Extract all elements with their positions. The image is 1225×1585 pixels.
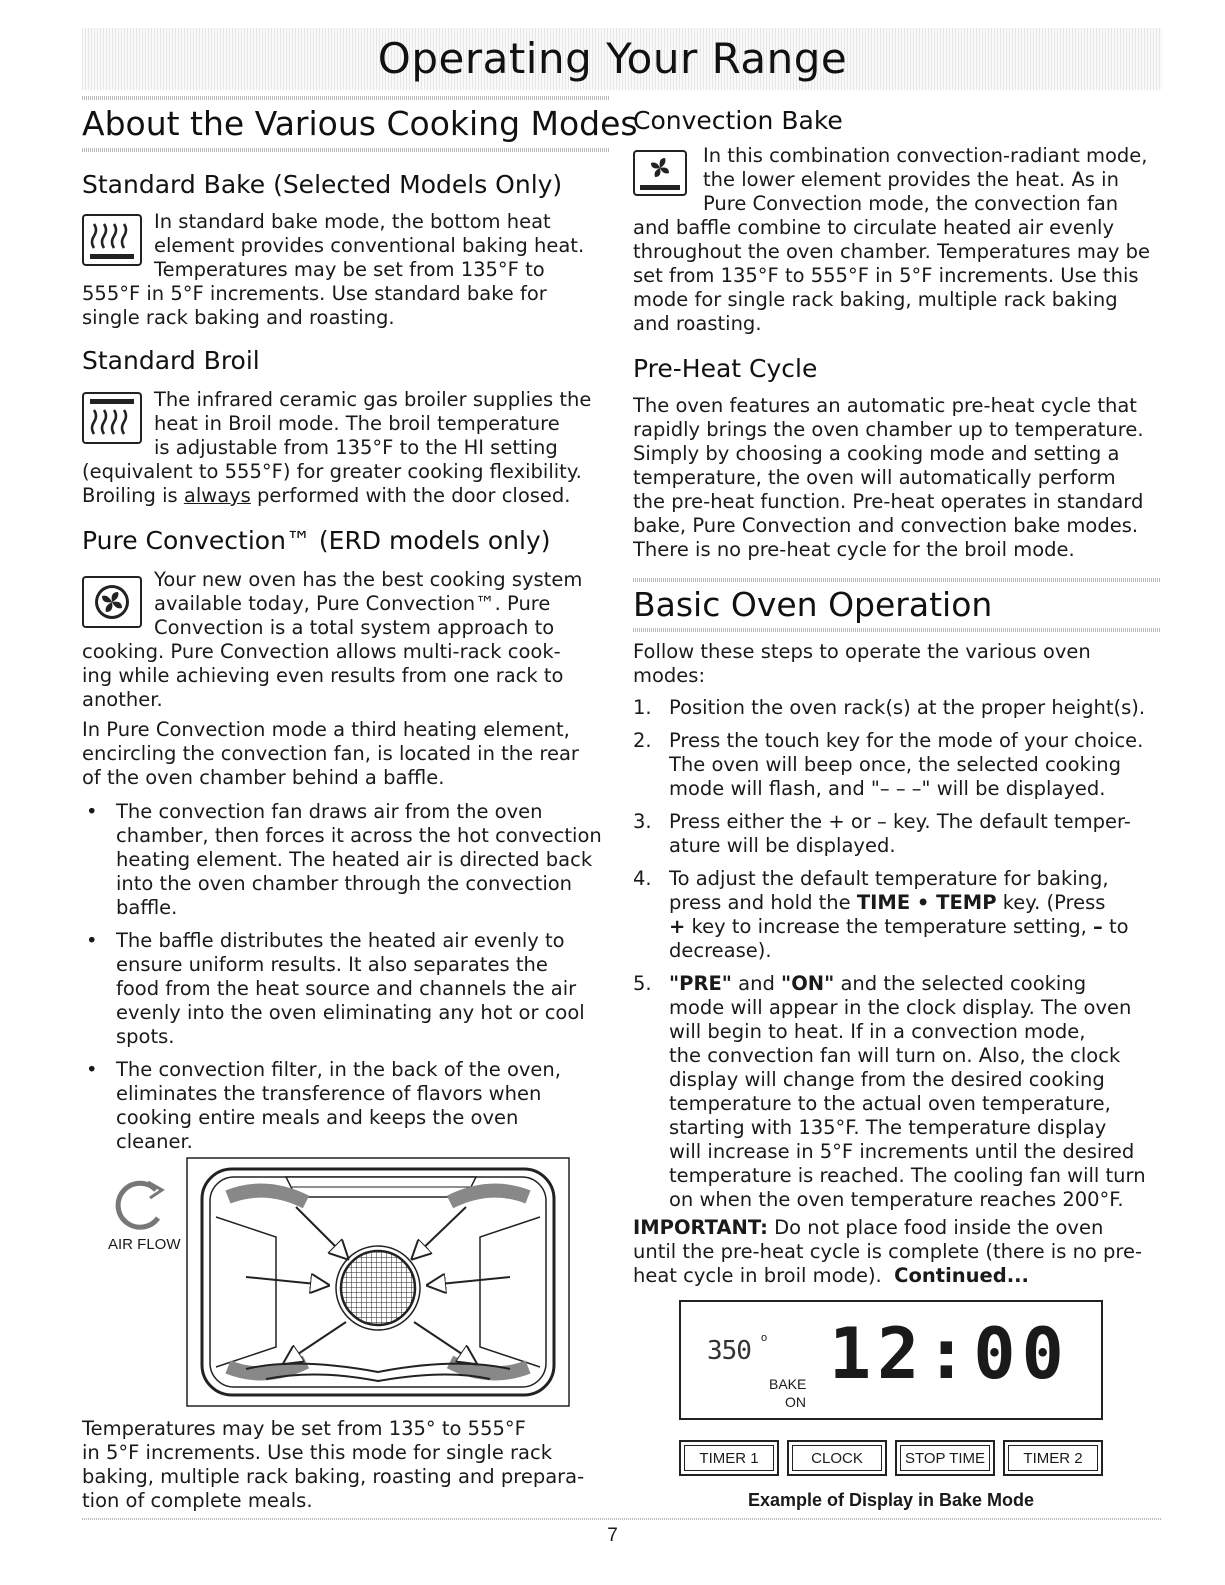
list-item: 3. Press either the + or – key. The default temper- ature will be displayed.	[633, 810, 1131, 857]
pure-convection-para2: In Pure Convection mode a third heating element, encircling the convection fan, is located in the rear of the oven chamber behind a baffle.	[82, 718, 579, 789]
clock-button[interactable]: CLOCK	[787, 1440, 887, 1476]
divider	[82, 96, 610, 100]
list-item: • The convection filter, in the back of the oven, eliminates the transference of flavors when cooking entire meals and keeps the oven cleaner.	[86, 1058, 561, 1153]
display-caption: Example of Display in Bake Mode	[747, 1490, 1035, 1510]
pure-convection-text: Your new oven has the best cooking system available today, Pure Convection™. Pure Convection is a total system approach to cooking. Pure Convection allows multi-rack cook- ing while achieving even results from one rack to another.	[82, 568, 583, 711]
page-number: 7	[607, 1525, 618, 1546]
operation-steps	[633, 696, 1173, 1221]
timer2-button[interactable]: TIMER 2	[1003, 1440, 1103, 1476]
list-item: • The baffle distributes the heated air evenly to ensure uniform results. It also separates the food from the heat source and channels the air evenly into the oven eliminating any hot or cool spots.	[86, 929, 585, 1048]
oven-display	[679, 1300, 1103, 1420]
page-title: Operating Your Range	[377, 34, 848, 83]
stop-time-button[interactable]: STOP TIME	[895, 1440, 995, 1476]
section-title-basic-oven-operation: Basic Oven Operation	[633, 585, 993, 624]
divider	[633, 628, 1161, 632]
heading-convection-bake: Convection Bake	[633, 106, 843, 135]
list-item: 4. To adjust the default temperature for baking, press and hold the TIME • TEMP key. (Press + key to increase the temperature setting, – to decrease).	[633, 867, 1129, 962]
standard-broil-text: The infrared ceramic gas broiler supplies the heat in Broil mode. The broil temperature is adjustable from 135°F to the HI setting (equivalent to 555°F) for greater cooking flexibility. Broiling is always performed with the door closed.	[82, 388, 592, 507]
divider	[633, 578, 1161, 582]
status-indicator: ON	[785, 1394, 806, 1410]
list-item: 2. Press the touch key for the mode of your choice. The oven will beep once, the selected cooking mode will flash, and "– – –" will be displayed.	[633, 729, 1144, 800]
standard-bake-text: In standard bake mode, the bottom heat element provides conventional baking heat. Temperatures may be set from 135°F to 555°F in 5°F increments. Use standard bake for single rack baking and roasting.	[82, 210, 585, 329]
oven-airflow-diagram	[186, 1157, 570, 1407]
list-item: 5. "PRE" and "ON" and the selected cooking mode will appear in the clock display. The oven will begin to heat. If in a convection mode, the convection fan will turn on. Also, the clock display will change from the desired cooking temperature to the actual oven temperature, starting with 135°F. The temperature display will increase in 5°F increments until the desired temperature is reached. The cooling fan will turn on when the oven temperature reaches 200°F.	[633, 972, 1146, 1211]
timer1-button[interactable]: TIMER 1	[679, 1440, 779, 1476]
convection-bake-text: In this combination convection-radiant mode, the lower element provides the heat. As in Pure Convection mode, the convection fan and baffle combine to circulate heated air evenly throughout the oven chamber. Temperatures may be set from 135°F to 555°F in 5°F increments. Use this mode for single rack baking, multiple rack baking and roasting.	[633, 144, 1150, 335]
divider	[82, 148, 610, 152]
heading-pure-convection: Pure Convection™ (ERD models only)	[82, 526, 551, 555]
heading-preheat-cycle: Pre-Heat Cycle	[633, 354, 818, 383]
heading-standard-bake: Standard Bake (Selected Models Only)	[82, 170, 563, 199]
section-title-cooking-modes: About the Various Cooking Modes	[82, 104, 638, 143]
heading-standard-broil: Standard Broil	[82, 346, 260, 375]
air-flow-label: AIR FLOW	[108, 1236, 181, 1253]
air-flow-arrow-icon	[108, 1168, 178, 1238]
list-item: 1. Position the oven rack(s) at the proper height(s).	[633, 696, 1146, 719]
pure-convection-closing: Temperatures may be set from 135° to 555°F in 5°F increments. Use this mode for single rack baking, multiple rack baking, roasting and prepara- tion of complete meals.	[82, 1417, 585, 1512]
clock-readout: 12:00	[829, 1313, 1070, 1395]
temperature-readout: 350	[707, 1336, 751, 1366]
important-note: IMPORTANT: Do not place food inside the oven until the pre-heat cycle is complete (there is no pre- heat cycle in broil mode). Continued...	[633, 1216, 1143, 1287]
mode-indicator: BAKE	[769, 1376, 807, 1392]
list-item: • The convection fan draws air from the oven chamber, then forces it across the hot convection heating element. The heated air is directed back into the oven chamber through the convection baffle.	[86, 800, 602, 919]
divider	[82, 1518, 1162, 1520]
degree-symbol: o	[761, 1332, 768, 1344]
preheat-text: The oven features an automatic pre-heat cycle that rapidly brings the oven chamber up to temperature. Simply by choosing a cooking mode and setting a temperature, the oven will automatically perform the pre-heat function. Pre-heat operates in standard bake, Pure Convection and convection bake modes. There is no pre-heat cycle for the broil mode.	[633, 394, 1144, 561]
convection-bullets	[82, 800, 612, 1163]
basic-intro: Follow these steps to operate the various oven modes:	[633, 640, 1091, 687]
